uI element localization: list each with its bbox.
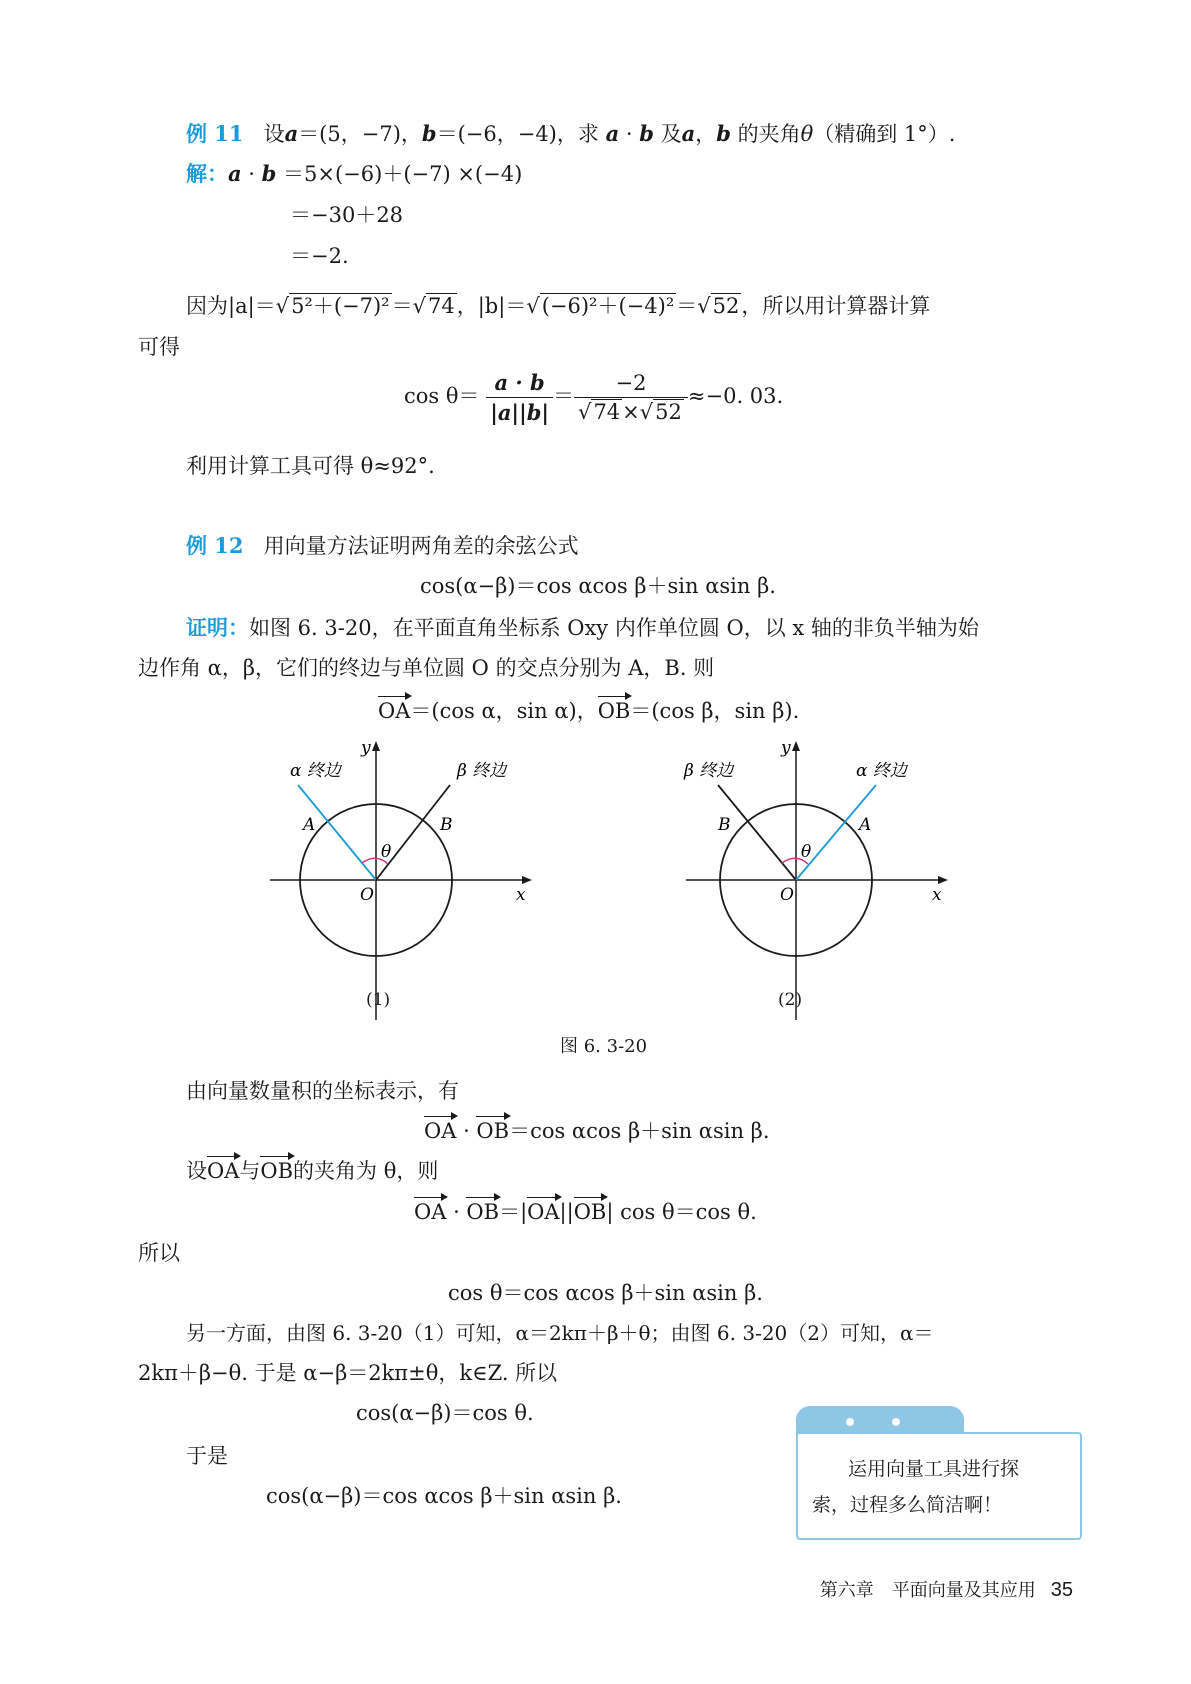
- fig2-alpha-label: α 终边: [856, 761, 907, 781]
- vector-a: a: [284, 121, 299, 146]
- proof-s5: 所以: [138, 1241, 180, 1265]
- norm-b: ，|b|＝: [456, 294, 527, 318]
- text: ＝5×(−6)＋(−7) ×(−4): [283, 162, 523, 186]
- fig2-origin: O: [780, 885, 794, 905]
- proof-s10: 于是: [186, 1444, 228, 1468]
- fig2-point-B: B: [718, 815, 731, 835]
- fig1-y-axis: y: [361, 738, 371, 758]
- example-11-statement: [186, 118, 955, 148]
- fig1-alpha-label: α 终边: [290, 761, 341, 781]
- fig2-point-A: A: [859, 815, 872, 835]
- text: ＝: [553, 384, 575, 408]
- example-12-label: 例 12: [186, 533, 244, 558]
- example-11-label: 例 11: [186, 121, 244, 146]
- sqrt: (−6)²＋(−4)²: [541, 294, 675, 318]
- vector-OA: OA: [414, 1200, 447, 1224]
- vector-OB: OB: [260, 1159, 294, 1183]
- times: ×: [622, 400, 640, 424]
- proof-s7: 另一方面，由图 6. 3-20（1）可知，α＝2kπ＋β＋θ；由图 6. 3-20（2）可知，α＝: [186, 1321, 934, 1345]
- chapter-title: 第六章 平面向量及其应用: [819, 1580, 1036, 1600]
- cos-formula: [404, 370, 783, 425]
- sqrt: 52: [712, 294, 740, 318]
- figure-left: [250, 735, 550, 1025]
- vector-b: b: [716, 121, 731, 146]
- vector-OA: OA: [207, 1159, 240, 1183]
- denominator: √74×√52: [578, 400, 682, 424]
- denominator: |a||b|: [490, 400, 550, 425]
- solution-line-4: 因为|a|＝√5²＋(−7)²＝√74，|b|＝√(−6)²＋(−4)²＝√52，所以用计算器计算: [186, 294, 931, 318]
- fig2-y-axis: y: [781, 738, 791, 758]
- text: ＝(5，−7)，: [298, 122, 422, 146]
- vector-OA: OA: [424, 1119, 457, 1143]
- proof-s3: [186, 1155, 438, 1185]
- vector-OA: OA: [527, 1200, 560, 1224]
- text: 如图 6. 3-20，在平面直角坐标系 Oxy 内作单位圆 O，以 x 轴的非负半轴为始: [249, 616, 979, 640]
- vector-a: a: [681, 121, 696, 146]
- solution-line-6: 利用计算工具可得 θ≈92°.: [186, 454, 435, 478]
- vector-a: a: [228, 161, 242, 186]
- note-dot: [892, 1418, 900, 1426]
- figure-caption: 图 6. 3-20: [560, 1036, 648, 1057]
- sqrt: 74: [428, 294, 455, 318]
- proof-s1: 由向量数量积的坐标表示，有: [186, 1079, 459, 1103]
- text: ＝(−6，−4)，求: [436, 122, 599, 146]
- fig2-x-axis: x: [932, 885, 942, 905]
- proof-s9: cos(α−β)＝cos θ.: [356, 1401, 534, 1425]
- numerator: −2: [574, 371, 688, 398]
- text: ＝: [676, 294, 698, 318]
- proof-s2: [424, 1115, 770, 1145]
- proof-label: 证明：: [186, 615, 249, 640]
- fig1-x-axis: x: [516, 885, 526, 905]
- proof-s6: cos θ＝cos αcos β＋sin αsin β.: [448, 1281, 763, 1305]
- text: ，所以用计算器计算: [741, 294, 931, 318]
- fig1-theta: θ: [381, 842, 392, 862]
- text: cos θ＝: [404, 384, 480, 408]
- note-dot: [846, 1418, 854, 1426]
- fraction-1: [486, 370, 553, 425]
- page-footer: [820, 1576, 1073, 1602]
- sqrt: 5²＋(−7)²: [291, 294, 390, 318]
- example-12-statement: [186, 530, 579, 560]
- vector-OB: OB: [466, 1200, 500, 1224]
- fig1-caption: (1): [366, 990, 391, 1010]
- text: ＝(cos β，sin β).: [630, 699, 800, 723]
- example-12-formula: cos(α−β)＝cos αcos β＋sin αsin β.: [420, 574, 776, 598]
- proof-s8: 2kπ＋β−θ. 于是 α−β＝2kπ±θ，k∈Z. 所以: [138, 1361, 558, 1385]
- proof-s4: [414, 1196, 757, 1226]
- text: 设: [186, 1159, 207, 1183]
- theta: θ: [800, 122, 814, 146]
- text: ，: [695, 122, 717, 146]
- fig2-beta-label: β 终边: [684, 761, 734, 781]
- figure-right: [666, 735, 966, 1025]
- text: ＝: [391, 294, 413, 318]
- text: 与: [239, 1159, 261, 1183]
- text: 因为: [186, 294, 228, 318]
- numerator: a · b: [486, 370, 553, 398]
- text: ≈−0. 03.: [687, 384, 784, 408]
- fig1-origin: O: [360, 885, 374, 905]
- side-note: [796, 1432, 1082, 1540]
- vector-OB: OB: [573, 1200, 607, 1224]
- solution-line-5: 可得: [138, 335, 180, 359]
- page-number: 35: [1050, 1579, 1073, 1601]
- dot: ·: [446, 1200, 467, 1224]
- solution-line-3: ＝−2.: [290, 244, 349, 268]
- proof-line-2: 边作角 α，β，它们的终边与单位圆 O 的交点分别为 A，B. 则: [138, 656, 715, 680]
- solution-label: 解：: [186, 161, 228, 186]
- sqrt: 52: [655, 400, 682, 424]
- fig2-theta: θ: [801, 842, 812, 862]
- fig2-caption: (2): [778, 990, 803, 1010]
- fig1-point-B: B: [440, 815, 453, 835]
- text: 及: [660, 122, 682, 146]
- vector-a: a: [605, 121, 620, 146]
- dot: ·: [456, 1119, 477, 1143]
- vector-OA: OA: [378, 699, 411, 723]
- vector-b: b: [421, 121, 437, 146]
- vector-b: b: [639, 121, 654, 146]
- note-line-2: 索，过程多么简洁啊！: [812, 1494, 1003, 1516]
- sqrt: 74: [593, 400, 621, 424]
- fig1-point-A: A: [303, 815, 316, 835]
- fig1-beta-label: β 终边: [457, 761, 507, 781]
- norm-a: |a|＝: [228, 294, 276, 318]
- text: ＝|: [499, 1200, 528, 1224]
- text: （精确到 1°）.: [813, 122, 956, 146]
- dot: ·: [619, 122, 640, 146]
- text: 的夹角: [737, 122, 801, 146]
- text: ＝cos αcos β＋sin αsin β.: [509, 1119, 770, 1143]
- note-line-1: 运用向量工具进行探: [848, 1458, 1020, 1480]
- proof-line-1: [186, 612, 979, 642]
- solution-line-1: 解：a · b ＝5×(−6)＋(−7) ×(−4): [186, 161, 523, 186]
- text: 设: [263, 122, 285, 146]
- text: 用向量方法证明两角差的余弦公式: [263, 534, 579, 558]
- text: 的夹角为 θ，则: [293, 1159, 439, 1183]
- text: | cos θ＝cos θ.: [606, 1200, 757, 1224]
- solution-line-2: ＝−30＋28: [290, 203, 404, 227]
- text: ＝(cos α，sin α)，: [410, 699, 598, 723]
- text: ||: [559, 1200, 574, 1224]
- vector-coords: [378, 695, 799, 725]
- proof-s11: cos(α−β)＝cos αcos β＋sin αsin β.: [266, 1484, 622, 1508]
- vector-OB: OB: [476, 1119, 510, 1143]
- vector-b: b: [261, 161, 277, 186]
- fraction-2: [574, 371, 688, 424]
- vector-OB: OB: [597, 699, 631, 723]
